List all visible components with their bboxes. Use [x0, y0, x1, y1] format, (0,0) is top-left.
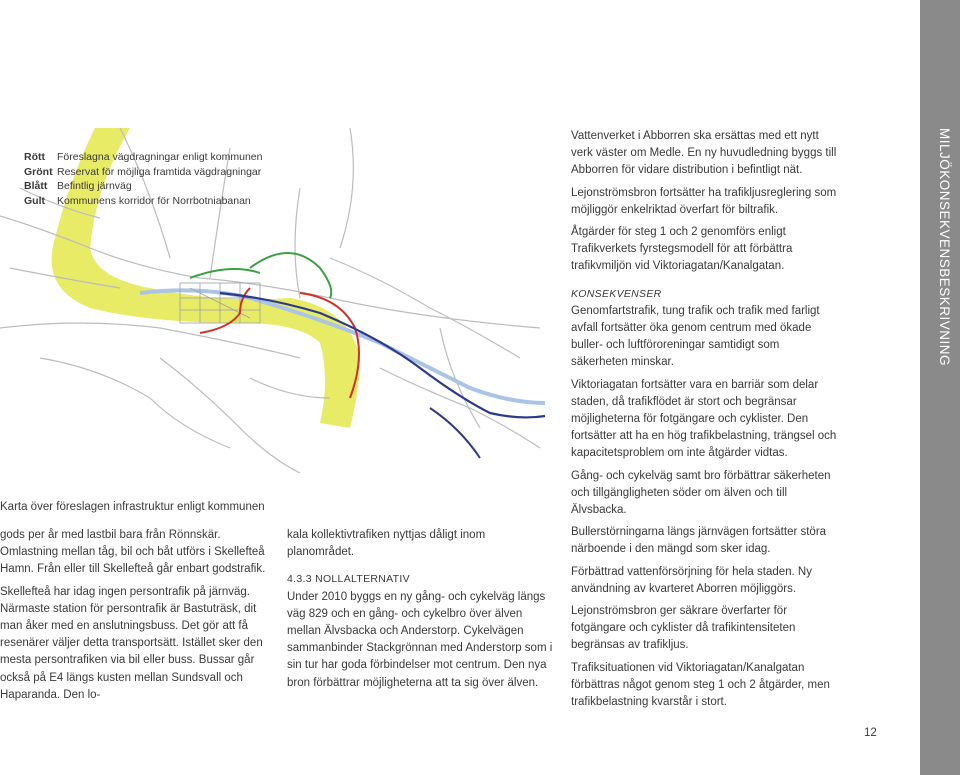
paragraph: Skellefteå har idag ingen persontrafik på järnväg. Närmaste station för persontrafik är Bastuträsk, dit man åker med en anslutningsbuss. Det gör att få resenärer väljer detta transportsätt. Istället sker den mesta persontrafiken via bil eller buss. Bussar går också på E4 längs kusten mellan Sundsvall och Haparanda. Den lo- [0, 585, 263, 701]
text-column-1 [0, 527, 268, 709]
text-column-2 [287, 527, 555, 697]
legend-item-red [24, 150, 262, 165]
legend-label: Reservat för möjliga framtida vägdragningar [57, 165, 262, 178]
legend-color-name: Gult [24, 194, 45, 207]
sidebar-title: MILJÖKONSEKVENSBESKRIVNING [937, 128, 952, 367]
paragraph: Gång- och cykelväg samt bro förbättrar säkerheten och tillgängligheten söder om älven och till Älvsbacka. [571, 469, 831, 517]
legend-label: Befintlig järnväg [57, 180, 132, 192]
legend-item-blue [24, 179, 262, 194]
paragraph: Lejonströmsbron fortsätter ha trafikljusreglering som möjliggör enkelriktad överfart för biltrafik. [571, 186, 837, 216]
paragraph: kala kollektivtrafiken nyttjas dåligt inom planområdet. [287, 529, 486, 559]
consequences-heading: KONSEKVENSER [571, 287, 662, 300]
legend-label: Föreslagna vägdragningar enligt kommunen [57, 151, 263, 163]
paragraph: Vattenverket i Abborren ska ersättas med ett nytt verk väster om Medle. En ny huvudledning byggs till Abborren för vidare distribution i befintligt nät. [571, 130, 837, 177]
map-legend [24, 150, 262, 208]
paragraph: Viktoriagatan fortsätter vara en barriär som delar staden, då trafikflödet är stort och begränsar möjligheterna för fotgängare och cyklister. Den fortsätter att ha en hög trafikbelastning, trängsel och kapacitetsproblem om inte åtgärder vidtas. [571, 378, 837, 460]
text-column-3 [571, 128, 839, 716]
legend-item-green [24, 165, 262, 180]
legend-color-name: Blått [24, 180, 48, 192]
legend-color-name: Grönt [24, 165, 53, 178]
paragraph: Under 2010 byggs en ny gång- och cykelväg längs väg 829 och en gång- och cykelbro över älven mellan Älvsbacka och Anderstorp. Cykelvägen sammanbinder Stackgrönnan med Anderstorp som i sin tur har goda förbindelser mot centrum. Den nya bron förbättrar möjligheterna att ta sig över älven. [287, 590, 553, 689]
legend-color-name: Rött [24, 151, 45, 163]
paragraph: Åtgärder för steg 1 och 2 genomförs enligt Trafikverkets fyrstegsmodell för att förbättra trafikvmiljön vid Viktoriagatan/Kanalgatan. [571, 226, 793, 273]
paragraph: Genomfartstrafik, tung trafik och trafik med farligt avfall fortsätter öka genom centrum med ökade buller- och luftföroreningar samtidigt som säkerheten minskar. [571, 304, 820, 369]
paragraph: Bullerstörningarna längs järnvägen fortsätter störa närboende i den mängd som sker idag. [571, 526, 827, 556]
page-number: 12 [864, 727, 877, 739]
paragraph: Förbättrad vattenförsörjning för hela staden. Ny användning av kvarteret Aborren möjliggörs. [571, 565, 812, 595]
green-route [250, 253, 331, 298]
sidebar [920, 0, 960, 775]
legend-label: Kommunens korridor för Norrbotniabanan [57, 194, 251, 207]
section-heading: 4.3.3 NOLLALTERNATIV [287, 573, 410, 586]
legend-item-yellow [24, 194, 262, 209]
paragraph: Lejonströmsbron ger säkrare överfarter för fotgängare och cyklister då trafikintensiteten begränsas av trafikljus. [571, 605, 796, 652]
map-caption: Karta över föreslagen infrastruktur enligt kommunen [0, 501, 265, 513]
paragraph: Trafiksituationen vid Viktoriagatan/Kanalgatan förbättras något genom steg 1 och 2 åtgärder, men trafikbelastning kvarstår i stort. [571, 661, 830, 709]
paragraph: gods per år med lastbil bara från Rönnskär. Omlastning mellan tåg, bil och båt utförs i Skellefteå Hamn. Från eller till Skellefteå går enbart godstrafik. [0, 529, 266, 576]
